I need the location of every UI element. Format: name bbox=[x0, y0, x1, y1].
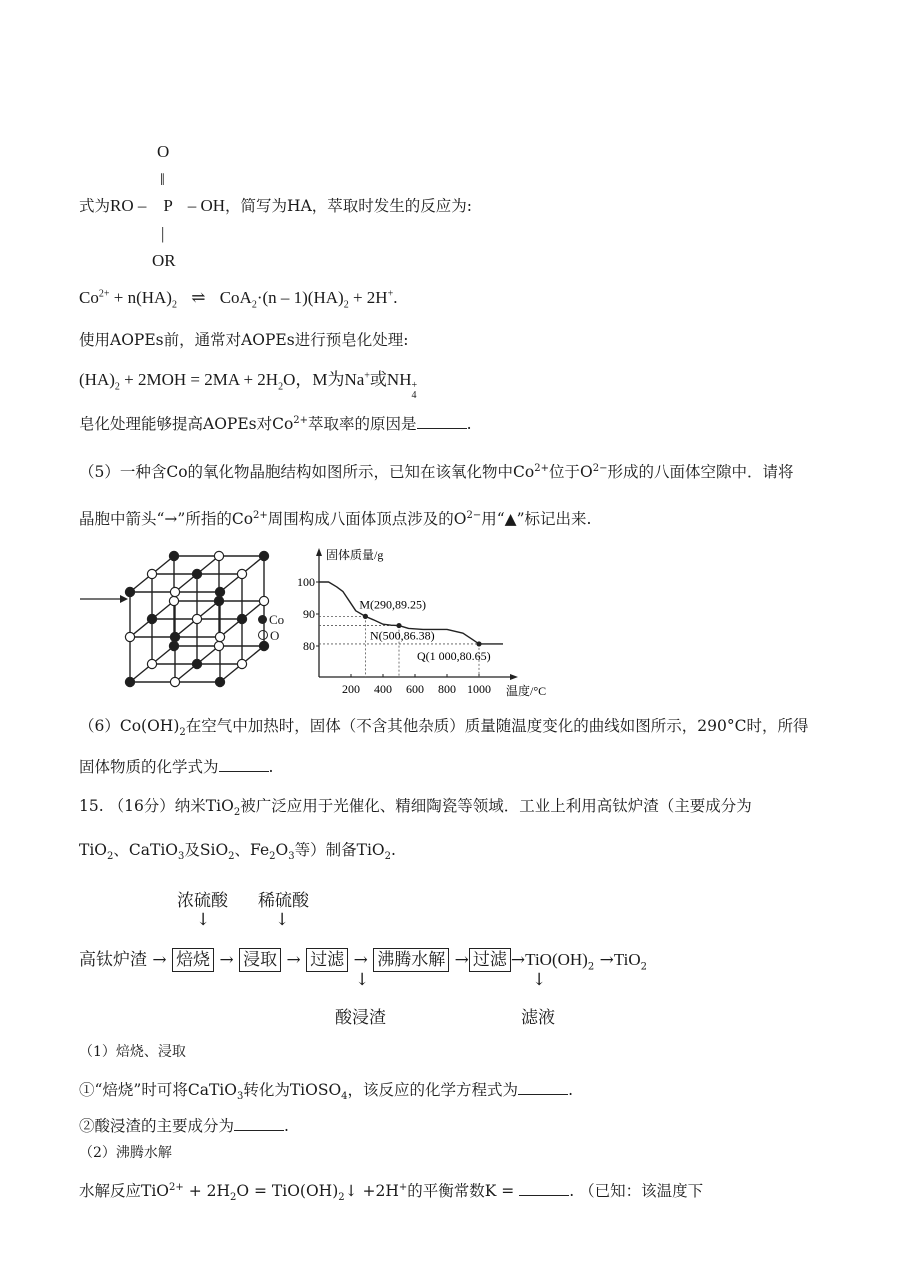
pointer-arrow-icon bbox=[120, 595, 128, 603]
q4-end: . bbox=[466, 415, 472, 433]
sub1-q1-end: . bbox=[568, 1081, 573, 1099]
q15-l2-s6: 2 bbox=[384, 851, 391, 863]
co-atom bbox=[169, 551, 178, 560]
formula-prefix: 式为 bbox=[79, 197, 111, 215]
sub2-b: + 2H bbox=[183, 1182, 230, 1200]
q6-l2: 固体物质的化学式为 bbox=[79, 758, 219, 776]
flowchart-main-row bbox=[79, 945, 648, 973]
sub1-q1-s2: 4 bbox=[341, 1091, 348, 1103]
y-tick-label: 90 bbox=[303, 607, 315, 621]
co-atom bbox=[214, 596, 223, 605]
answer-blank[interactable] bbox=[234, 1116, 284, 1131]
eq2-p4: 或NH bbox=[369, 370, 412, 389]
eq2-p2-sub: 2 bbox=[278, 381, 284, 393]
sub2-sub2: 2 bbox=[338, 1192, 345, 1204]
o-atom bbox=[170, 677, 179, 686]
x-axis-arrow-icon bbox=[510, 674, 518, 680]
flow-output-residue: 酸浸渣 bbox=[335, 1008, 386, 1028]
flow-step-leach: 浸取 bbox=[239, 948, 281, 972]
q15-l2-c: 及SiO bbox=[184, 841, 229, 859]
sub2-heading: （2）沸腾水解 bbox=[79, 1145, 172, 1161]
q5-l2-sup2: 2− bbox=[466, 509, 482, 521]
q5-l2-sup1: 2+ bbox=[253, 509, 268, 521]
o-atom bbox=[214, 641, 223, 650]
formula-top-atom: O bbox=[157, 142, 170, 161]
sub2-e: 的平衡常数K = bbox=[407, 1182, 520, 1200]
co-atom bbox=[259, 551, 268, 560]
flow-product1-sub: 2 bbox=[587, 961, 595, 973]
q15-l2-s1: 2 bbox=[107, 851, 114, 863]
answer-blank[interactable] bbox=[219, 757, 269, 772]
eq2-p2: + 2MOH = 2MA + 2H bbox=[119, 370, 279, 389]
right-arrow-icon: → bbox=[286, 950, 301, 970]
sub2-sup1: 2+ bbox=[169, 1181, 184, 1193]
co-atom bbox=[192, 659, 201, 668]
sub1-q1-a: ①“焙烧”时可将CaTiO bbox=[79, 1081, 237, 1099]
legend-co: Co bbox=[269, 612, 285, 627]
answer-blank[interactable] bbox=[519, 1181, 569, 1196]
sub2-sup2: + bbox=[398, 1181, 408, 1193]
q15-l2-s4: 2 bbox=[269, 851, 276, 863]
o-atom bbox=[169, 596, 178, 605]
question6-line1 bbox=[79, 716, 809, 739]
data-point-label: N(500,86.38) bbox=[370, 628, 435, 643]
sub2-d: ↓ +2H bbox=[344, 1182, 399, 1200]
q5-l2-b: 周围构成八面体顶点涉及的O bbox=[267, 510, 467, 528]
q15-l2-s2: 3 bbox=[178, 851, 185, 863]
data-point-label: M(290,89.25) bbox=[359, 597, 427, 612]
eq1-ha-sub: 2 bbox=[171, 299, 177, 311]
question6-line2 bbox=[79, 757, 273, 777]
data-point-label: Q(1 000,80.65) bbox=[417, 648, 491, 663]
equation-saponify bbox=[79, 370, 417, 401]
co-atom bbox=[170, 632, 179, 641]
flow-step-roast: 焙烧 bbox=[172, 948, 214, 972]
right-arrow-icon: → bbox=[152, 950, 167, 970]
q15-l2-d: 、Fe bbox=[234, 841, 270, 859]
eq1-coa-sub: 2 bbox=[251, 299, 257, 311]
x-tick-label: 600 bbox=[406, 682, 424, 696]
equation-extraction bbox=[79, 288, 398, 311]
right-arrow-icon: → bbox=[599, 950, 614, 970]
data-point bbox=[396, 623, 401, 628]
sub1-q1-s1: 3 bbox=[236, 1091, 244, 1103]
formula-left-group: RO – bbox=[110, 196, 147, 215]
flow-output-filtrate: 滤液 bbox=[521, 1008, 555, 1028]
x-tick-label: 1000 bbox=[467, 682, 491, 696]
q15-sub: 2 bbox=[233, 807, 241, 819]
right-arrow-icon: → bbox=[353, 950, 368, 970]
formula-single-bond: | bbox=[161, 224, 165, 243]
eq2-p1: (HA) bbox=[79, 370, 115, 389]
right-arrow-icon: → bbox=[454, 950, 469, 970]
sub1-q1-c: ，该反应的化学方程式为 bbox=[347, 1081, 519, 1099]
question15-line2 bbox=[79, 840, 396, 863]
q4-text: 皂化处理能够提高AOPEs对Co bbox=[79, 415, 294, 433]
formula-suffix: ，简写为HA，萃取时发生的反应为: bbox=[225, 197, 472, 215]
eq1-co-charge: 2+ bbox=[98, 288, 110, 300]
eq2-p1-sub: 2 bbox=[114, 381, 120, 393]
q5-sup2: 2− bbox=[592, 462, 608, 474]
q5-l2-a: 晶胞中箭头“→”所指的Co bbox=[79, 510, 254, 528]
co-atom-icon bbox=[258, 615, 267, 624]
o-atom bbox=[237, 659, 246, 668]
o-atom bbox=[192, 614, 201, 623]
q15-l2-b: 、CaTiO bbox=[113, 841, 178, 859]
flow-product1: TiO(OH) bbox=[525, 950, 588, 969]
q15-l2-s5: 3 bbox=[288, 851, 295, 863]
q15-l2-s3: 2 bbox=[228, 851, 235, 863]
flow-input-dilute-acid: 稀硫酸 bbox=[258, 891, 309, 911]
eq2-p3: O，M为Na bbox=[283, 370, 365, 389]
q5-text-c: 形成的八面体空隙中．请将 bbox=[607, 463, 794, 481]
mass-temperature-chart bbox=[290, 545, 570, 700]
formula-line bbox=[79, 196, 472, 216]
formula-center-atom: P bbox=[163, 196, 173, 215]
x-tick-label: 800 bbox=[438, 682, 456, 696]
formula-bottom-group: OR bbox=[152, 251, 176, 270]
equilibrium-arrow-icon: ⇌ bbox=[191, 288, 206, 307]
sub2-a: 水解反应TiO bbox=[79, 1182, 170, 1200]
x-tick-label: 200 bbox=[342, 682, 360, 696]
q15-a: 15. （16分）纳米TiO bbox=[79, 797, 234, 815]
q15-l2-g: . bbox=[391, 841, 396, 859]
eq1-h: + 2H bbox=[348, 288, 388, 307]
sub1-q1 bbox=[79, 1080, 573, 1103]
pre-saponify-text: 使用AOPEs前，通常对AOPEs进行预皂化处理: bbox=[79, 331, 409, 349]
o-atom bbox=[147, 569, 156, 578]
x-axis-label: 温度/°C bbox=[506, 684, 547, 698]
o-atom-icon bbox=[258, 630, 268, 640]
eq2-p4-sup: + bbox=[411, 380, 418, 391]
o-atom bbox=[125, 632, 134, 641]
co-atom bbox=[125, 587, 134, 596]
sub1-heading: （1）焙烧、浸取 bbox=[79, 1044, 186, 1060]
flow-product2: TiO bbox=[613, 950, 641, 969]
formula-right-group: – OH bbox=[187, 196, 226, 215]
question15-line1 bbox=[79, 796, 752, 819]
sub2-question bbox=[79, 1181, 704, 1204]
eq2-p4-sub: 4 bbox=[411, 390, 417, 401]
eq1-end: . bbox=[393, 288, 398, 307]
question5-line1 bbox=[79, 462, 793, 482]
co-atom bbox=[237, 614, 246, 623]
down-arrow-icon: ↓ bbox=[275, 910, 290, 930]
sub1-q2-text: ②酸浸渣的主要成分为 bbox=[79, 1117, 235, 1135]
o-atom bbox=[237, 569, 246, 578]
q15-b: 被广泛应用于光催化、精细陶瓷等领域．工业上利用高钛炉渣（主要成分为 bbox=[240, 797, 752, 815]
o-atom bbox=[170, 587, 179, 596]
flow-step-filter2: 过滤 bbox=[469, 948, 511, 972]
q15-l2-a: TiO bbox=[79, 841, 108, 859]
q4-text2: 萃取率的原因是 bbox=[308, 415, 417, 433]
x-tick-label: 400 bbox=[374, 682, 392, 696]
co-atom bbox=[192, 569, 201, 578]
eq1-ha2-sub: 2 bbox=[343, 299, 349, 311]
down-arrow-icon: ↓ bbox=[532, 970, 547, 990]
q6-sub: 2 bbox=[179, 727, 186, 739]
data-point bbox=[363, 614, 368, 619]
q6-text-b: 在空气中加热时，固体（不含其他杂质）质量随温度变化的曲线如图所示，290°C时，所得 bbox=[185, 717, 809, 735]
o-atom bbox=[215, 632, 224, 641]
eq1-coa: CoA bbox=[219, 288, 252, 307]
flow-step-hydrolysis: 沸腾水解 bbox=[373, 948, 449, 972]
q5-text-b: 位于O bbox=[549, 463, 593, 481]
sub2-sub1: 2 bbox=[230, 1192, 237, 1204]
o-atom bbox=[147, 659, 156, 668]
flow-product2-sub: 2 bbox=[640, 961, 648, 973]
sub1-q2 bbox=[79, 1116, 289, 1136]
q4-sup: 2+ bbox=[293, 414, 309, 426]
right-arrow-icon: → bbox=[510, 950, 526, 970]
o-atom bbox=[259, 596, 268, 605]
co-atom bbox=[125, 677, 134, 686]
eq1-h-charge: + bbox=[387, 288, 394, 300]
eq2-p3-sup: + bbox=[364, 370, 370, 382]
flow-start: 高钛炉渣 bbox=[79, 950, 147, 970]
q6-text-a: （6）Co(OH) bbox=[79, 717, 180, 735]
y-axis-label: 固体质量/g bbox=[326, 548, 384, 562]
sub1-q1-b: 转化为TiOSO bbox=[243, 1081, 342, 1099]
co-atom bbox=[147, 614, 156, 623]
co-atom bbox=[215, 677, 224, 686]
right-arrow-icon: → bbox=[219, 950, 234, 970]
data-point bbox=[476, 641, 481, 646]
q15-l2-f: 等）制备TiO bbox=[294, 841, 385, 859]
flow-step-filter1: 过滤 bbox=[306, 948, 348, 972]
y-tick-label: 80 bbox=[303, 639, 315, 653]
answer-blank[interactable] bbox=[518, 1080, 568, 1095]
formula-double-bond: ‖ bbox=[160, 170, 165, 189]
co-atom bbox=[215, 587, 224, 596]
sub2-f: . （已知：该温度下 bbox=[569, 1182, 704, 1200]
q5-l2-c: 用“▲”标记出来. bbox=[481, 510, 592, 528]
q5-text-a: （5）一种含Co的氧化物晶胞结构如图所示，已知在该氧化物中Co bbox=[79, 463, 535, 481]
down-arrow-icon: ↓ bbox=[196, 910, 211, 930]
answer-blank[interactable] bbox=[417, 414, 467, 429]
eq1-ha: + n(HA) bbox=[109, 288, 172, 307]
q15-l2-e: O bbox=[275, 841, 289, 859]
eq1-ha2: ·(n – 1)(HA) bbox=[256, 288, 344, 307]
o-atom bbox=[214, 551, 223, 560]
down-arrow-icon: ↓ bbox=[355, 970, 370, 990]
question5-line2 bbox=[79, 509, 591, 529]
co-atom bbox=[169, 641, 178, 650]
q6-end: . bbox=[268, 758, 274, 776]
y-axis-arrow-icon bbox=[316, 548, 322, 556]
crystal-legend bbox=[258, 612, 284, 644]
legend-o: O bbox=[270, 628, 280, 643]
y-tick-label: 100 bbox=[297, 575, 315, 589]
sub1-q2-end: . bbox=[284, 1117, 289, 1135]
flow-input-conc-acid: 浓硫酸 bbox=[177, 891, 228, 911]
sub2-c: O = TiO(OH) bbox=[236, 1182, 339, 1200]
question4-tail bbox=[79, 414, 472, 434]
eq1-co: Co bbox=[79, 288, 99, 307]
q5-sup1: 2+ bbox=[534, 462, 549, 474]
